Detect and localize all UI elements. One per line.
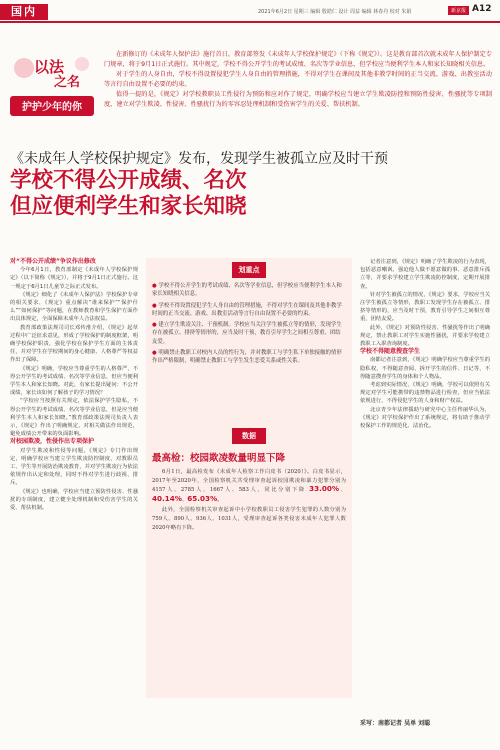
body-paragraph: 南都记者注意到，《规定》明确学校应当尊重学生的隐私权，不得随意查阅、拆开学生的信件、日记等，不得随意搜查学生的身体和个人物品。 xyxy=(360,357,490,380)
issue-meta: 2021年6月2日 星期三 编辑 殷皓仁 设计 周益 编辑 林春丹 校对 朱娟 xyxy=(258,9,412,15)
kicker-title: 《未成年人学校保护规定》发布，发现学生被孤立应及时干预 xyxy=(10,151,388,167)
key-point xyxy=(152,302,346,319)
key-point xyxy=(152,349,346,366)
stat-figure: 65.03% xyxy=(187,493,218,503)
stats-paragraph: 6月1日，最高检发布《未成年人检察工作白皮书（2020）》。白皮书显示，2017年至2020年，全国检察机关共受理审查起诉校园欺凌和暴力犯罪分别为4157人、2785人、1667人、583人，同比分别下降 33.00%、40.14%、65.03%。 xyxy=(152,469,346,503)
stat-figure: 33.00% xyxy=(309,484,340,494)
stats-paragraph: 此外，全国检察机关审查起诉中小学校教职员工侵害学生犯罪的人数分别为759人、890人、936人、1031人，受理审查起诉各类侵害未成年人犯罪人数2020年略有下降。 xyxy=(152,507,346,531)
key-point xyxy=(152,321,346,346)
newspaper-badge: 新京报 xyxy=(448,6,469,15)
law-protect-youth-logo xyxy=(10,52,94,122)
data-label: 数据 xyxy=(232,428,266,444)
right-column xyxy=(360,258,490,430)
bullet-dot-icon: ● xyxy=(152,283,159,289)
body-paragraph: 对学生欺凌和性侵等问题，《规定》专门作出规定，明确学校应当建立学生欺凌防控制度，对教职员工、学生等开展防治欺凌教育，并对学生欺凌行为依法依规作出认定和处理，同时不得对学生进行歧视、排斥。 xyxy=(10,447,138,487)
body-paragraph: 此外，《规定》对预防性侵害、性骚扰等作出了明确规定，禁止教职工对学生实施性骚扰，并要求学校建立教职工入职查询制度。 xyxy=(360,324,490,348)
headline xyxy=(10,168,490,220)
body-paragraph: 考虑到实际情况，《规定》明确，学校可以依照有关规定对学生可能携带的违禁物品进行检查，但应当依法依规进行，不得侵犯学生的人身和财产权益。 xyxy=(360,382,490,405)
key-point xyxy=(152,282,346,299)
svg-text:以法: 以法 xyxy=(34,58,65,76)
section-subhead: 学校不得随意搜查学生 xyxy=(360,348,421,356)
key-point-text: 建立学生欺凌关注、干预机制。学校应当关注学生被孤立等的情形，发现学生存在被孤立、排挤等情形的，应当及时干预，教育引导学生之间相互尊重、团结友爱。 xyxy=(152,322,342,345)
key-point-text: 学校不得公开学生的考试成绩、名次等学业信息，但学校应当便利学生本人和家长知晓相关信息。 xyxy=(152,283,342,298)
lead-paragraph: 值得一提的是，《规定》对学校教职员工性侵行为预防和应对作了规定，明确学校应当建立学生欺凌防控和预防性侵害、性骚扰等专项制度，建立对学生欺凌、性侵害、性骚扰行为的零容忍处理机制和受伤害学生的关爱、帮扶机制。 xyxy=(104,91,492,108)
key-points-list xyxy=(152,282,346,369)
body-paragraph: 针对学生被孤立的情况，《规定》要求，学校应当关注学生被孤立等情形，教职工发现学生存在被孤立、排挤等情形的，应当及时干预，教育引导学生之间相互尊重，团结友爱。 xyxy=(360,291,490,323)
svg-text:护护少年的你: 护护少年的你 xyxy=(22,102,82,113)
lead-summary xyxy=(104,50,492,111)
section-subhead: 对校园欺凌，性侵作出专项保护 xyxy=(10,438,95,446)
headline-line: 学校不得公开成绩、名次 xyxy=(10,168,247,193)
bullet-dot-icon: ● xyxy=(152,350,159,357)
body-paragraph: 今年6月1日，教育部制定《未成年人学校保护规定》（以下简称《规定》），并将于9月1日正式施行。这一规定于6月1日儿童节之际正式发布。 xyxy=(10,267,138,290)
page-header xyxy=(0,0,500,22)
svg-text:之名: 之名 xyxy=(54,75,81,90)
header-divider xyxy=(0,21,500,23)
body-paragraph: 《规定》也明确，学校应当建立预防性侵害、性骚扰的专项制度，建立健全处理机制和受伤害学生的关爱、帮扶机制。 xyxy=(10,488,138,512)
key-point-text: 明确禁止教职工对校内人员的性行为，并对教职工与学生私下单独接触的情形作出严格限制，明确禁止教职工与学生发生恋爱关系或性关系。 xyxy=(152,350,342,365)
body-paragraph: 记者注意到，《规定》明确了学生欺凌的行为表现，包括恶意嘲讽、强迫他人做不愿意做的事、恶意排斥孤立等，并要求学校建立学生欺凌防控制度，定期开展排查。 xyxy=(360,259,490,290)
body-paragraph: 《规定》明确，学校应当尊重学生的人格尊严，不得公开学生的考试成绩、名次等学业信息，但应当便利学生本人和家长知晓。对此，有家长提出疑问：不公开成绩，家长该如何了解孩子的学习情况？ xyxy=(10,365,138,397)
lead-paragraph: 对于学生的人身自由，学校不得设置侵犯学生人身自由的管理措施，不得对学生在课间及其他非教学时间的正当交流、游戏、出教室活动等言行自由设置不必要的约束。 xyxy=(104,71,492,88)
body-paragraph: “学校应当按照有关规定，依法保护学生隐私，不得公开学生的考试成绩、名次等学业信息，但是应当便利学生本人和家长知晓。”教育部政策法规司负责人表示，《规定》作出了明确规定，对相关做法作出规范，避免成绩公开带来的负面影响。 xyxy=(10,398,138,438)
stat-figure: 40.14% xyxy=(152,493,182,503)
highlight-box xyxy=(146,258,352,698)
bullet-dot-icon: ● xyxy=(152,302,159,309)
body-paragraph: 教育部政策法规司司长邓传淮介绍，《规定》起草过程中广泛征求意见，形成了学校保护的制度框架，明确学校保护职责，强化学校在保护学生方面的主体责任，并对学生在学校期间的身心健康、人格尊严等权益作出了保障。 xyxy=(10,324,138,364)
key-point-text: 学校不得设置侵犯学生人身自由的管理措施，不得对学生在课间及其他非教学时间的正当交流、游戏、出教室活动等言行自由设置不必要的约束。 xyxy=(152,302,342,317)
headline-line: 但应便利学生和家长知晓 xyxy=(10,194,247,219)
section-tab: 国内 xyxy=(0,4,48,20)
key-points-label: 划重点 xyxy=(232,262,266,278)
stats-body xyxy=(152,468,346,534)
page-number: A12 xyxy=(472,4,492,14)
stats-title: 最高检：校园欺凌数量明显下降 xyxy=(152,453,286,464)
left-column xyxy=(10,258,138,512)
lead-paragraph: 在新修订的《未成年人保护法》施行首日，教育部签发《未成年人学校保护规定》（下称《规定》）。这是教育部首次就未成年人保护制定专门规章，将于9月1日正式施行。其中规定，学校不得公开学生的考试成绩、名次等学业信息，但学校应当便利学生本人和家长知晓相关信息。 xyxy=(104,51,492,68)
bullet-dot-icon: ● xyxy=(152,322,159,329)
byline: 采写：南都记者 吴单 刘聪 xyxy=(360,720,431,727)
body-paragraph: 北京青少年法律援助与研究中心主任佟丽华认为，《规定》对学校保护作出了系统规定，将有助于推动学校保护工作的规范化、法治化。 xyxy=(360,406,490,430)
body-paragraph: 《规定》细化了《未成年人保护法》学校保护专章的相关要求，《规定》重点解决“谁来保护”“保护什么”“如何保护”等问题，在教师教育和学生保护方面作出具体规定，全面保障未成年人合法权益。 xyxy=(10,291,138,323)
section-subhead: 对“不得公开成绩”争议作出修改 xyxy=(10,258,96,265)
